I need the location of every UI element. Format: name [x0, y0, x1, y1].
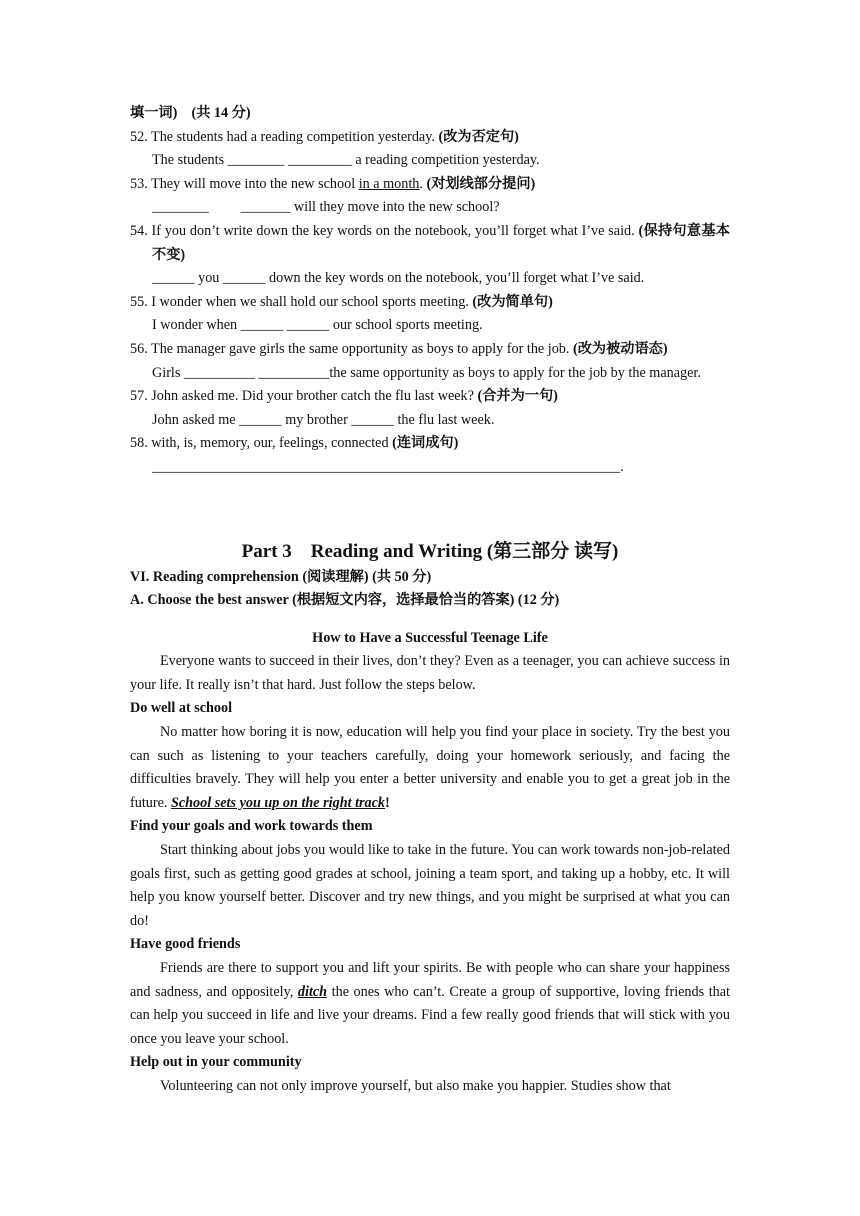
question-instruction: (改为否定句) [438, 128, 519, 145]
question-prompt-end: . [419, 175, 427, 192]
paragraph-text: Friends are there to support you and lift your spirits. Be with people who can share your happiness and sadness, and oppositely, [130, 960, 730, 1000]
underlined-phrase: in a month [358, 175, 420, 192]
question-prompt: 52. The students had a reading competition yesterday. [130, 128, 439, 145]
article-subheading: Help out in your community [130, 1054, 302, 1071]
article-subheading: Find your goals and work towards them [130, 818, 373, 835]
question-prompt: 54. If you don’t write down the key words on the notebook, you’ll forget what I’ve said. [130, 222, 639, 239]
answer-line: The students ________ _________ a reading competition yesterday. [152, 152, 540, 169]
question-instruction: (改为简单句) [472, 293, 553, 310]
question-prompt: 53. They will move into the new school [130, 175, 359, 192]
page-content [130, 102, 730, 1099]
answer-line: __________________________________________________________________. [152, 458, 624, 475]
emphasized-sentence: School sets you up on the right track [170, 794, 386, 811]
paragraph-text: the ones who can’t. Create a group of supportive, loving friends that can help you succeed in life and live your dreams. Find a few really good friends that will stick with you once you leave your school. [130, 983, 730, 1047]
article-intro: Everyone wants to succeed in their lives, don’t they? Even as a teenager, you can achieve success in your life. It really isn’t that hard. Just follow the steps below. [130, 653, 730, 693]
question-instruction: (连词成句) [392, 435, 459, 452]
article-paragraph: Volunteering can not only improve yourself, but also make you happier. Studies show that [160, 1077, 671, 1094]
answer-line: ________ _______ will they move into the new school? [152, 199, 500, 216]
question-56 [130, 338, 730, 385]
question-prompt: 58. with, is, memory, our, feelings, connected [130, 435, 393, 452]
paragraph-end: ! [385, 794, 390, 811]
answer-line: John asked me ______ my brother ______ the flu last week. [152, 411, 495, 428]
question-57 [130, 385, 730, 432]
question-instruction: (改为被动语态) [573, 340, 668, 357]
question-53 [130, 173, 730, 220]
question-58 [130, 432, 730, 479]
question-52 [130, 126, 730, 173]
question-55 [130, 291, 730, 338]
question-instruction: (对划线部分提问) [426, 175, 536, 192]
article-paragraph: Start thinking about jobs you would like to take in the future. You can work towards non-job-related goals first, such as getting good grades at school, joining a team sport, and taking up a hobby, etc. It will help you know yourself better. Discover and try new things, and you might be surprised at what you can do! [130, 842, 730, 929]
section-tail: 填一词) (共 14 分) [130, 105, 251, 121]
article-title: How to Have a Successful Teenage Life [312, 629, 548, 646]
question-prompt: 57. John asked me. Did your brother catch the flu last week? [130, 388, 478, 405]
section-heading: VI. Reading comprehension (阅读理解) (共 50 分) [130, 568, 432, 585]
part-heading: Part 3 Reading and Writing (第三部分 读写) [241, 540, 619, 562]
question-instruction: (合并为一句) [477, 388, 558, 405]
answer-line: I wonder when ______ ______ our school sports meeting. [152, 317, 483, 334]
question-prompt: 56. The manager gave girls the same opportunity as boys to apply for the job. [130, 340, 573, 357]
answer-line: Girls __________ __________the same opportunity as boys to apply for the job by the manager. [152, 364, 701, 381]
question-54 [130, 220, 730, 291]
subsection-heading: A. Choose the best answer (根据短文内容，选择最恰当的答案) (12 分) [130, 592, 560, 609]
article-paragraph [130, 721, 730, 815]
article-subheading: Do well at school [130, 700, 233, 717]
question-prompt: 55. I wonder when we shall hold our school sports meeting. [130, 293, 473, 310]
article-paragraph [130, 957, 730, 1051]
paragraph-text: No matter how boring it is now, education will help you find your place in society. Try the best you can such as listening to your teachers carefully, doing your homework seriously, and facing the difficulties bravely. They will help you enter a better university and enable you to get a great job in the future. [130, 724, 730, 811]
answer-line: ______ you ______ down the key words on the notebook, you’ll forget what I’ve said. [152, 270, 645, 287]
article-subheading: Have good friends [130, 936, 241, 953]
question-instruction: (保持句意基本不变) [152, 222, 730, 263]
spacer [130, 480, 730, 528]
emphasized-word: ditch [297, 983, 328, 1000]
